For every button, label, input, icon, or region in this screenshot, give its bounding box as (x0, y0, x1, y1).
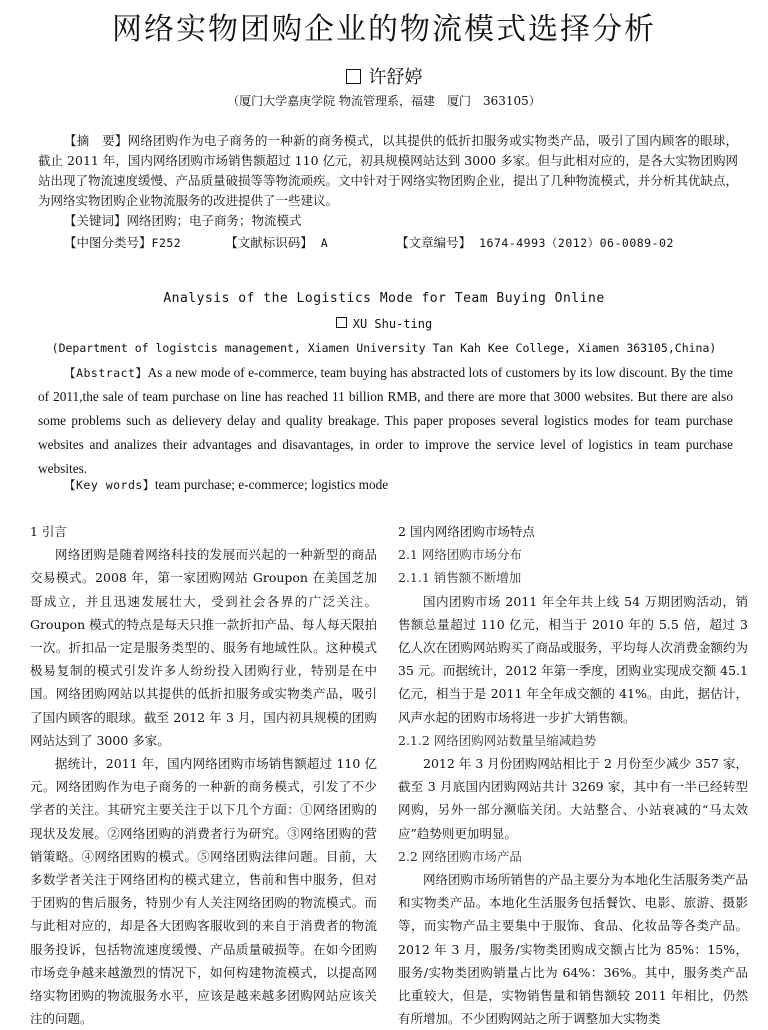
english-affiliation: (Department of logistcis management, Xiamen University Tan Kah Kee College, Xiamen 363105,China) (51, 341, 717, 355)
english-abstract (38, 361, 733, 481)
abstract-text: 网络团购作为电子商务的一种新的商务模式，以其提供的低折扣服务或实物类产品，吸引了国内顾客的眼球，截止 2011 年，国内网络团购市场销售额超过 110 亿元，初具规模网站达到 3000 多家。但与此相对应的，是各大实物团购网站出现了物流速度缓慢、产品质量破损等等物流顽疾。文中针对于网络实物团购企业，提出了几种物流模式，并分析其优缺点，为网络实物团购企业物流服务的改进提供了一些建议。 (38, 133, 739, 208)
english-title: Analysis of the Logistics Mode for Team Buying Online (163, 291, 605, 306)
english-author-line (0, 317, 768, 331)
keywords-text: 网络团购；电子商务；物流模式 (126, 213, 302, 228)
classification-line (38, 233, 738, 253)
author-line (0, 63, 768, 89)
section-heading-market: 2 国内网络团购市场特点 (398, 524, 535, 539)
paragraph: 网络团购是随着网络科技的发展而兴起的一种新型的商品交易模式。2008 年，第一家团购网站 Groupon 在美国芝加哥成立，并且迅速发展壮大，受到社会各界的广泛关注。Groupon 模式的特点是每天只推一款折扣产品、每人每天限拍一次。折扣品一定是服务类型的、服务有地域性队。这种模式极易复制的模式引发许多人纷纷投入团购行业，特别是在中国。网络团购网站以其提供的低折扣服务或实物类产品，吸引了国内顾客的眼球。截至 2012 年 3 月，国内初具规模的团购网站达到了 3000 多家。 (30, 547, 377, 748)
english-abstract-text: As a new mode of e-commerce, team buying has abstracted lots of customers by its low discount. By the time of 2011,the sale of team purchase on line has reached 11 billion RMB, and there are more that 3000 websites. But there are also some problems such as delievery delay and quality breakage. This paper proposes several logistics modes for team purchase websites and analizes their advantages and disavantages, in order to improve the service level of logistics in team purchase websites. (38, 365, 733, 476)
paragraph: 据统计，2011 年，国内网络团购市场销售额超过 110 亿元。网络团购作为电子商务的一种新的商务模式，引发了不少学者的关注。其研究主要关注于以下几个方面：①网络团购的现状及发展。②网络团购的消费者行为研究。③网络团购的营销策略。④网络团购的模式。⑤网络团购法律问题。目前，大多数学者关注于网络团构的模式建立，售前和售中服务，但对于团购的售后服务，特别少有人关注网络团购的物流模式。而与此相对应的，却是各大团购客服收到的来自于消费者的物流服务投诉，包括物流速度缓慢、产品质量破损等。在如今团购市场竞争越来越激烈的情况下，如何构建物流模式，以提高网络实物团购的物流服务水平，应该是越来越多团购网站应该关注的问题。 (30, 756, 377, 1027)
subsubsection-heading: 2.1.2 网络团购网站数量呈缩减趋势 (398, 732, 597, 748)
keywords-label: 【关键词】 (64, 213, 127, 228)
chinese-abstract-block (38, 131, 738, 253)
section-heading-intro: 1 引言 (30, 524, 67, 539)
english-abstract-label: 【Abstract】 (64, 366, 148, 380)
chinese-keywords (38, 211, 738, 231)
english-author: XU Shu-ting (352, 317, 433, 331)
paragraph: 2012 年 3 月份团购网站相比于 2 月份至少减少 357 家，截至 3 月底国内团购网站共计 3269 家，其中有一半已经转型网购，另外一部分濒临关闭。大站整合、小站衰减的“马太效应”趋势则更加明显。 (398, 756, 748, 841)
clc-value: F252 (151, 236, 182, 250)
subsection-heading: 2.1 网络团购市场分布 (398, 547, 522, 563)
author-box-icon (346, 69, 361, 84)
doc-code-label: 【文献标识码】 (225, 235, 313, 250)
left-column (30, 520, 377, 1030)
english-keywords-text: team purchase; e-commerce; logistics mode (154, 477, 389, 492)
subsubsection-heading: 2.1.1 销售额不断增加 (398, 570, 522, 586)
article-no-label: 【文章编号】 (396, 235, 472, 250)
right-column (398, 520, 748, 1030)
clc-label: 【中图分类号】 (64, 235, 152, 250)
chinese-abstract (38, 131, 738, 211)
english-keywords-label: 【Key words】 (64, 478, 155, 492)
doc-code-value: A (320, 236, 329, 250)
affiliation: （厦门大学嘉庚学院 物流管理系，福建 厦门 363105） (227, 94, 541, 108)
author-name: 许舒婷 (368, 67, 423, 88)
article-no-value: 1674-4993（2012）06-0089-02 (479, 236, 674, 250)
english-author-box-icon (336, 317, 347, 328)
abstract-label: 【摘 要】 (64, 133, 128, 148)
english-keywords (64, 477, 388, 493)
paragraph: 国内团购市场 2011 年全年共上线 54 万期团购活动，销售额总量超过 110 亿元，相当于 2010 年的 5.5 倍，超过 3 亿人次在团购网站购买了商品或服务，平均每人次消费金额约为 35 元。而据统计，2012 年第一季度，团购业实现成交额 45.1 亿元，相当于是 2011 年全年成交额的 41%。由此，据估计，风声水起的团购市场将进一步扩大销售额。 (398, 593, 749, 725)
paragraph: 网络团购市场所销售的产品主要分为本地化生活服务类产品和实物类产品。本地化生活服务包括餐饮、电影、旅游、摄影等，而实物产品主要集中于服饰、食品、化妆品等各类产品。2012 年 3 月，服务/实物类团购成交额占比为 85%：15%，服务/实物类团购销量占比为 64%：36%。其中，服务类产品比重较大，但是，实物销售量和销售额较 2011 年相比，仍然有所增加。不少团购网站之所于调整加大实物类 (398, 872, 749, 1027)
paper-title: 网络实物团购企业的物流模式选择分析 (112, 12, 656, 47)
subsection-heading: 2.2 网络团购市场产品 (398, 848, 522, 864)
